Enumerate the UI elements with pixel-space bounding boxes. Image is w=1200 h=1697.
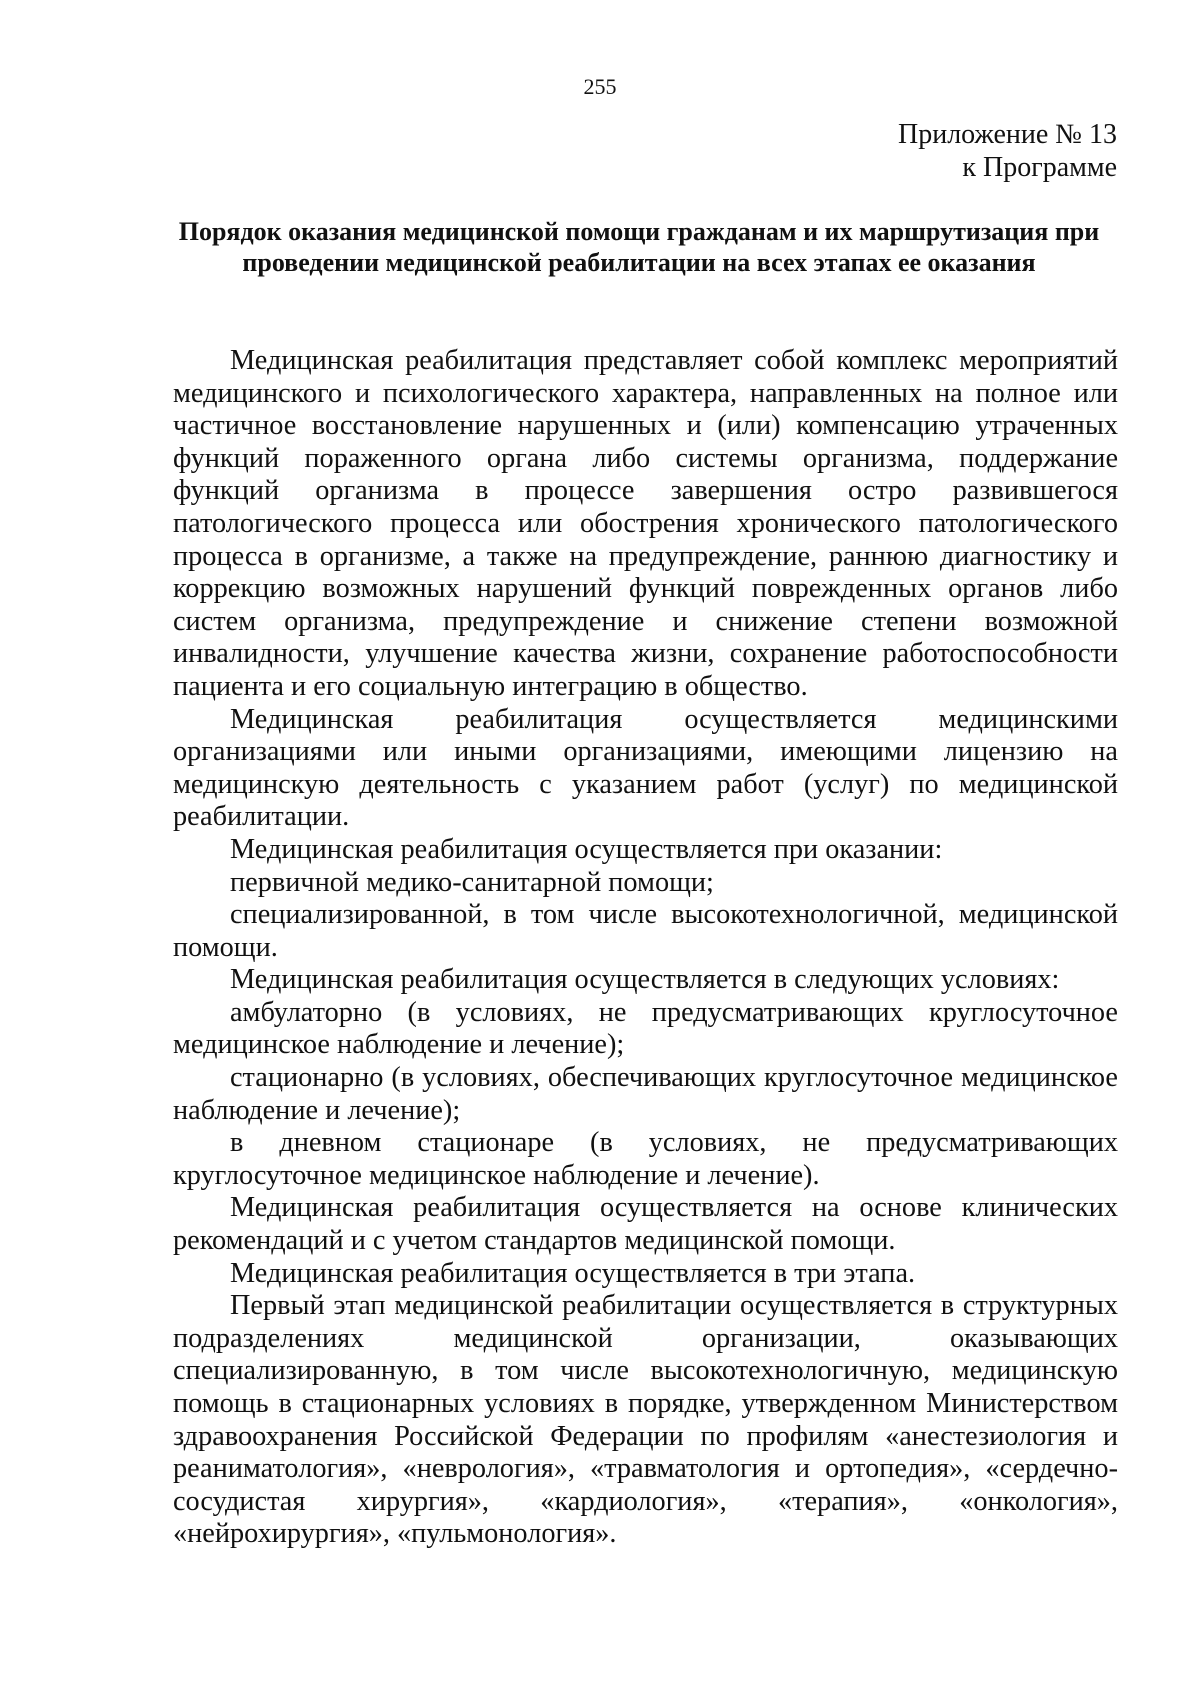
paragraph-three-stages: Медицинская реабилитация осуществляется в три этапа.: [230, 1257, 916, 1289]
paragraph-first-stage: Первый этап медицинской реабилитации осуществляется в структурных подразделениях медицинской организации, оказывающих специализированную, в том числе высокотехнологичную, медицинскую помощь в стационарных условиях в порядке, утвержденном Министерством здравоохранения Российской Федерации по профилям «анестезиология и реаниматология», «неврология», «травматология и ортопедия», «сердечно-сосудистая хирургия», «кардиология», «терапия», «онкология», «нейрохирургия», «пульмонология».: [173, 1290, 1118, 1550]
list-item-day-hospital: в дневном стационаре (в условиях, не предусматривающих круглосуточное медицинское наблюдение и лечение).: [173, 1127, 1118, 1191]
appendix-program: к Программе: [962, 152, 1117, 183]
paragraph-provision: Медицинская реабилитация осуществляется при оказании:: [230, 833, 943, 865]
page-number: 255: [583, 74, 617, 99]
paragraph-organizations: Медицинская реабилитация осуществляется медицинскими организациями или иными организациями, имеющими лицензию на медицинскую деятельность с указанием работ (услуг) по медицинской реабилитации.: [173, 703, 1118, 833]
list-item-specialized-care: специализированной, в том числе высокотехнологичной, медицинской помощи.: [173, 899, 1118, 963]
paragraph-definition: Медицинская реабилитация представляет собой комплекс мероприятий медицинского и психологического характера, направленных на полное или частичное восстановление нарушенных и (или) компенсацию утраченных функций пораженного органа либо системы организма, поддержание функций организма в процессе завершения остро развившегося патологического процесса или обострения хронического патологического процесса в организме, а также на предупреждение, раннюю диагностику и коррекцию возможных нарушений функций поврежденных органов либо систем организма, предупреждение и снижение степени возможной инвалидности, улучшение качества жизни, сохранение работоспособности пациента и его социальную интеграцию в общество.: [173, 345, 1118, 702]
paragraph-clinical-guidelines: Медицинская реабилитация осуществляется на основе клинических рекомендаций и с учетом стандартов медицинской помощи.: [173, 1192, 1118, 1257]
appendix-number: Приложение № 13: [898, 119, 1117, 150]
list-item-inpatient: стационарно (в условиях, обеспечивающих круглосуточное медицинское наблюдение и лечение);: [173, 1062, 1118, 1126]
list-item-primary-care: первичной медико-санитарной помощи;: [230, 866, 714, 898]
document-title: Порядок оказания медицинской помощи гражданам и их маршрутизация при проведении медицинской реабилитации на всех этапах ее оказания: [178, 217, 1100, 277]
document-body: [173, 345, 1118, 1551]
appendix-reference: [898, 118, 1117, 184]
list-item-outpatient: амбулаторно (в условиях, не предусматривающих круглосуточное медицинское наблюдение и лечение);: [173, 996, 1118, 1061]
paragraph-conditions: Медицинская реабилитация осуществляется в следующих условиях:: [230, 964, 1060, 996]
